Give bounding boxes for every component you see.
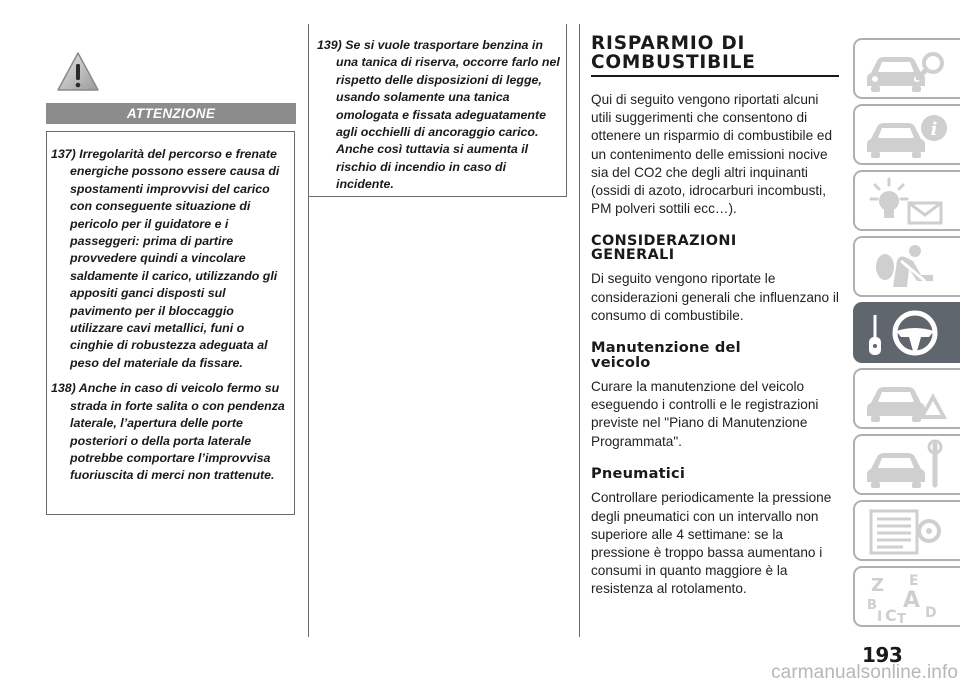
- subheading-maintenance: Manutenzione del veicolo: [591, 339, 741, 371]
- svg-text:i: i: [930, 119, 938, 140]
- seat-airbag-icon: [863, 241, 953, 293]
- svg-text:E: E: [909, 573, 919, 589]
- alphabetical-index-icon: [863, 571, 953, 623]
- title-rule: [591, 75, 839, 77]
- general-paragraph: Di seguito vengono riportate le considerazioni generali che influenzano il consumo di combustibile.: [591, 271, 839, 323]
- section-fuel-saving: [591, 34, 841, 615]
- svg-text:Z: Z: [871, 575, 885, 596]
- note-137: 137) Irregolarità del percorso e frenate energiche possono essere causa di spostamenti improvvisi del carico con conseguente situazione di pericolo per il guidatore e i passeggeri: prima di partire provvedere quindi a vincolare saldamente il carico, utilizzando gli appositi ganci disposti sul pavimento per il bloccaggio utilizzare cavi metallici, funi o cinghie di robustezza adeguata al peso del materiale da fissare.: [51, 147, 280, 370]
- svg-text:D: D: [925, 605, 937, 621]
- tab-emergency[interactable]: [853, 368, 960, 429]
- svg-text:A: A: [903, 588, 921, 613]
- page-number: 193: [862, 643, 903, 667]
- warning-box: [46, 131, 295, 515]
- car-info-icon: [863, 109, 953, 161]
- car-wrench-icon: [863, 439, 953, 491]
- svg-text:C: C: [885, 606, 897, 623]
- tab-car-magnifier[interactable]: [853, 38, 960, 99]
- column-divider: [579, 24, 580, 637]
- warning-lights-envelope-icon: [863, 175, 953, 227]
- subheading-general: CONSIDERAZIONI GENERALI: [591, 233, 737, 264]
- tab-warning-lights[interactable]: [853, 170, 960, 231]
- tab-car-info[interactable]: [853, 104, 960, 165]
- key-steering-wheel-icon: [863, 307, 953, 359]
- svg-text:B: B: [867, 598, 877, 613]
- note-138: 138) Anche in caso di veicolo fermo su strada in forte salita o con pendenza laterale, l’apertura delle porte posteriori o della porta laterale potrebbe comportare l’improvvisa fuoriuscita di merci non trattenute.: [51, 381, 285, 483]
- warning-triangle-icon: [56, 50, 100, 94]
- tab-technical-data[interactable]: [853, 500, 960, 561]
- svg-text:T: T: [897, 612, 906, 623]
- tab-maintenance[interactable]: [853, 434, 960, 495]
- column-divider: [308, 197, 309, 637]
- section-title: RISPARMIO DI COMBUSTIBILE: [591, 33, 756, 73]
- subheading-tyres: Pneumatici: [591, 464, 686, 482]
- tab-starting-driving[interactable]: [853, 302, 960, 363]
- car-magnifier-icon: [863, 43, 953, 95]
- tyres-paragraph: Controllare periodicamente la pressione degli pneumatici con un intervallo non superiore alle 4 settimane: se la pressione è troppo bassa aumentano i consumi in quanto maggiore è la resistenza al rotolamento.: [591, 490, 832, 597]
- tab-safety[interactable]: [853, 236, 960, 297]
- maintenance-paragraph: Curare la manutenzione del veicolo eseguendo i controlli e le registrazioni previste nel "Piano di Manutenzione Programmata".: [591, 379, 819, 449]
- note-139: 139) Se si vuole trasportare benzina in una tanica di riserva, occorre farlo nel rispetto delle disposizioni di legge, usando solamente una tanica omologata e fissata adeguatamente agli occhielli di ancoraggio carico. Anche così tuttavia si aumenta il rischio di incendio in caso di incidente.: [317, 38, 560, 192]
- tab-index[interactable]: [853, 566, 960, 627]
- warning-header: ATTENZIONE: [46, 103, 296, 124]
- svg-text:I: I: [877, 609, 883, 623]
- car-emergency-icon: [863, 373, 953, 425]
- intro-paragraph: Qui di seguito vengono riportati alcuni utili suggerimenti che consentono di ottenere un risparmio di combustibile ed un contenimento delle emissioni nocive sia del CO2 che degli altri inquinanti (ossidi di azoto, idrocarburi incombusti, PM polveri sottili ecc…).: [591, 92, 833, 217]
- watermark: carmanualsonline.info: [771, 662, 958, 683]
- technical-data-list-icon: [863, 505, 953, 557]
- warning-box-continued: [308, 24, 567, 197]
